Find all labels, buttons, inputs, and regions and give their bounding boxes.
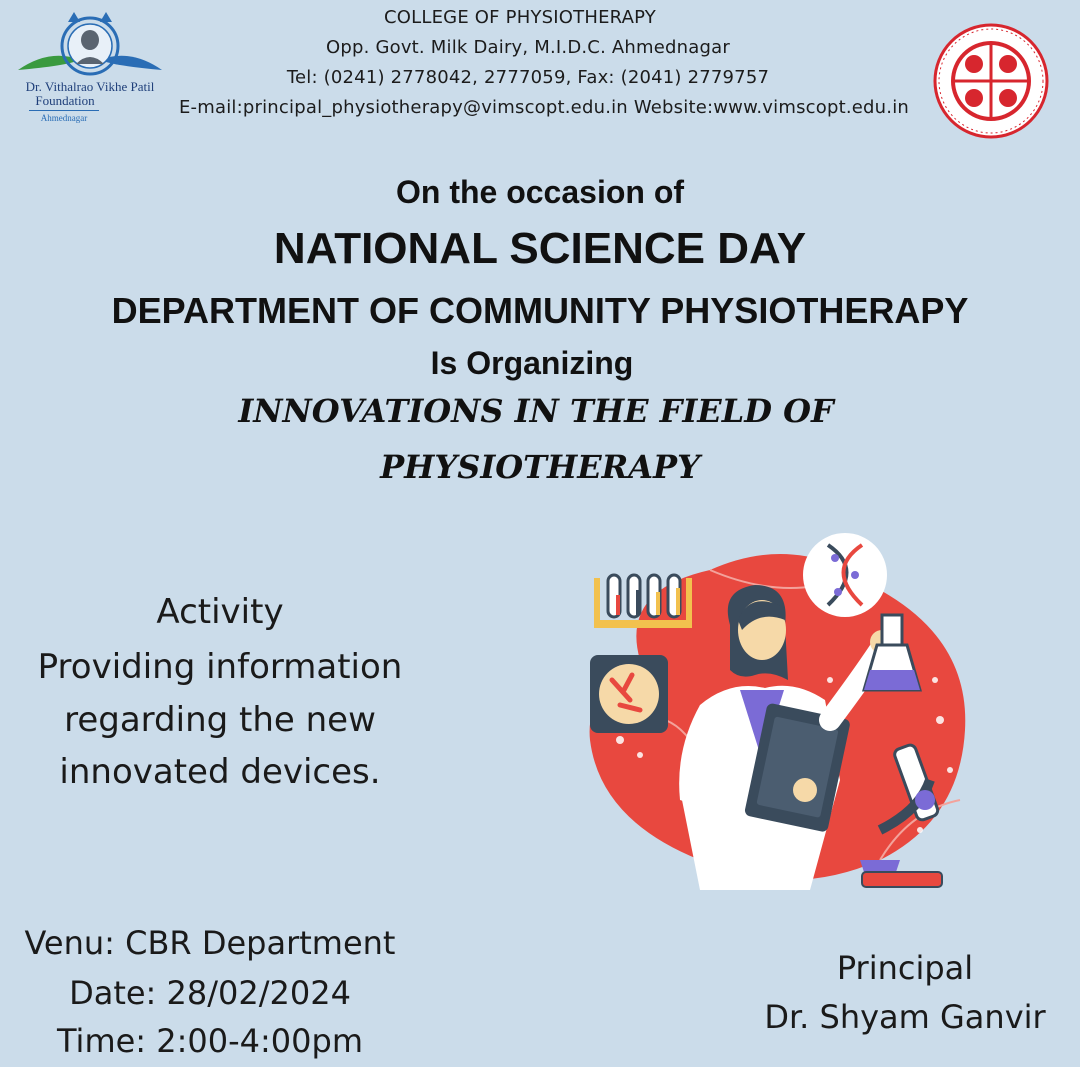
- college-name: COLLEGE OF PHYSIOTHERAPY: [384, 7, 656, 28]
- activity-line1: Providing information: [37, 647, 403, 687]
- college-address: Opp. Govt. Milk Dairy, M.I.D.C. Ahmednagar: [326, 37, 730, 58]
- event-name: NATIONAL SCIENCE DAY: [273, 224, 807, 273]
- venue-text: Venu: CBR Department: [24, 924, 396, 962]
- college-seal-logo: [932, 22, 1050, 140]
- activity-line3: innovated devices.: [59, 752, 381, 792]
- scientist-with-flask-icon: [580, 530, 980, 890]
- signatory-title: Principal: [836, 949, 974, 987]
- topic-line1: INNOVATIONS IN THE FIELD OF: [238, 392, 834, 430]
- department-name: DEPARTMENT OF COMMUNITY PHYSIOTHERAPY: [111, 290, 969, 331]
- foundation-city: Ahmednagar: [29, 110, 99, 125]
- time-text: Time: 2:00-4:00pm: [56, 1022, 363, 1060]
- activity-heading: Activity: [156, 592, 284, 632]
- occasion-text: On the occasion of: [395, 174, 685, 210]
- foundation-name-line1: Dr. Vithalrao Vikhe Patil: [25, 79, 155, 94]
- date-text: Date: 28/02/2024: [69, 974, 351, 1012]
- college-phone: Tel: (0241) 2778042, 2777059, Fax: (2041) 2779757: [286, 67, 770, 88]
- physiotherapy-seal-icon: [932, 22, 1050, 140]
- topic-line2: PHYSIOTHERAPY: [380, 448, 700, 486]
- scientist-illustration: [580, 530, 980, 890]
- college-contact: E-mail:principal_physiotherapy@vimscopt.edu.in Website:www.vimscopt.edu.in: [178, 97, 910, 118]
- organizing-text: Is Organizing: [430, 345, 634, 381]
- foundation-name-line2: Foundation: [35, 93, 95, 108]
- activity-line2: regarding the new: [64, 700, 376, 740]
- signatory-name: Dr. Shyam Ganvir: [764, 998, 1046, 1036]
